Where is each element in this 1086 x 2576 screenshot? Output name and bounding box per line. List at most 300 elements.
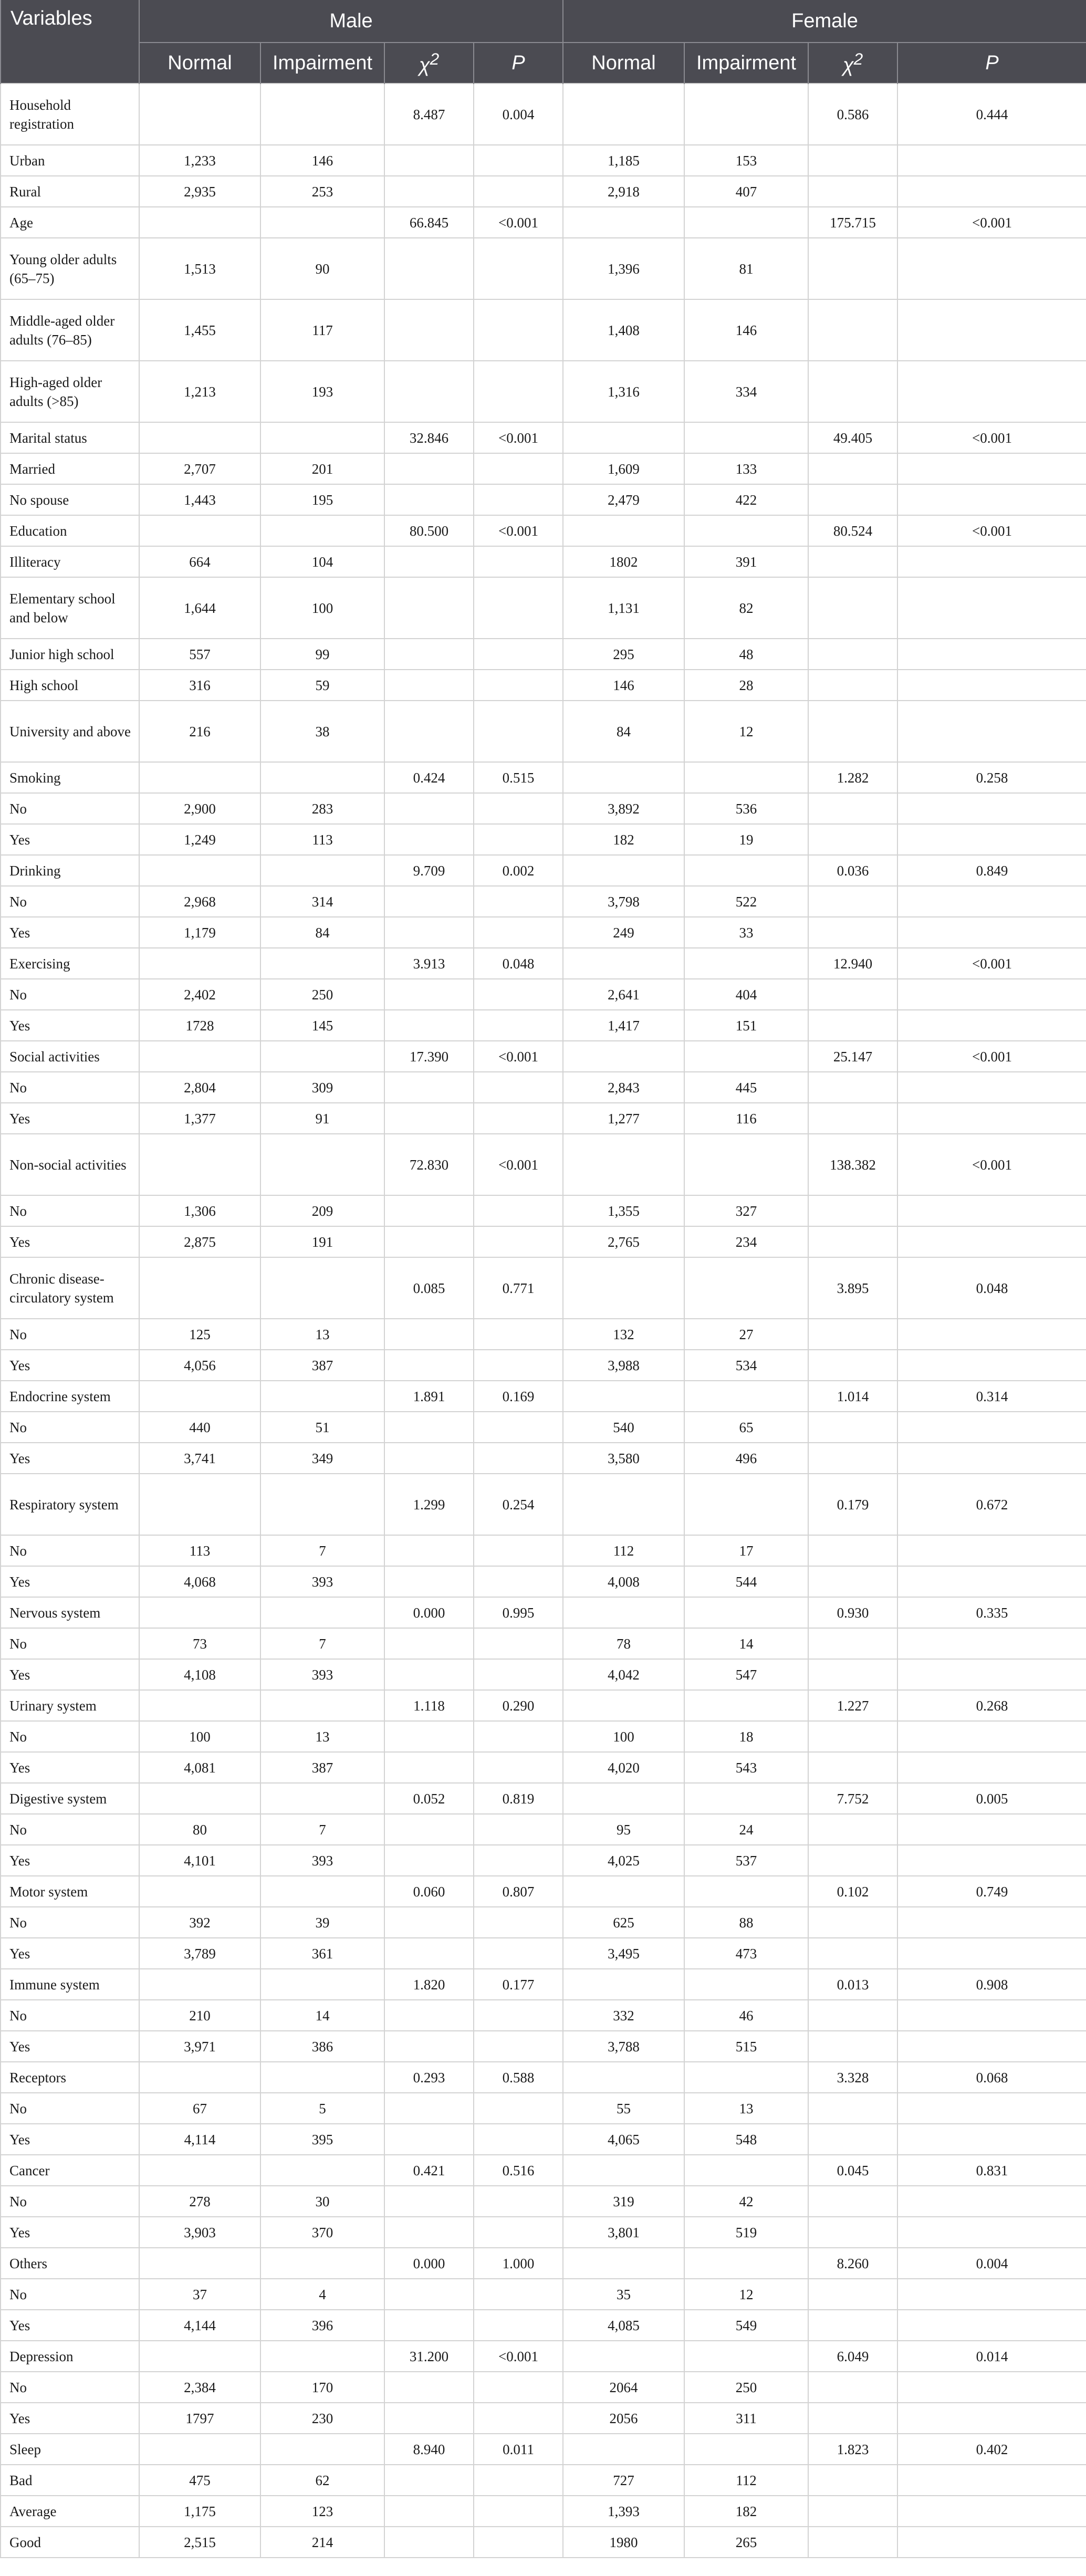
male-chi-square-cell xyxy=(384,1938,474,1969)
female-normal-cell: 1,393 xyxy=(563,2496,684,2527)
table-row xyxy=(1,948,1086,979)
row-label: Respiratory system xyxy=(1,1474,139,1535)
male-p-cell xyxy=(474,917,563,948)
female-p-cell: 0.048 xyxy=(897,1257,1086,1319)
female-chi-square-cell xyxy=(808,2124,897,2155)
male-normal-cell: 1,455 xyxy=(139,299,260,361)
female-impairment-cell: 496 xyxy=(684,1443,808,1474)
female-p-cell: 0.908 xyxy=(897,1969,1086,2000)
row-label: Non-social activities xyxy=(1,1134,139,1195)
male-impairment-cell: 396 xyxy=(260,2310,384,2341)
female-normal-cell: 1,185 xyxy=(563,145,684,176)
table-row xyxy=(1,207,1086,238)
male-impairment-cell xyxy=(260,2434,384,2465)
male-p-cell xyxy=(474,2527,563,2558)
female-normal-cell: 3,892 xyxy=(563,793,684,824)
row-label: No xyxy=(1,1535,139,1566)
male-chi-square-cell xyxy=(384,145,474,176)
male-normal-cell: 1,249 xyxy=(139,824,260,855)
row-label: No xyxy=(1,2279,139,2310)
table-row xyxy=(1,1072,1086,1103)
row-label: Smoking xyxy=(1,762,139,793)
female-impairment-cell: 88 xyxy=(684,1907,808,1938)
male-p-cell: 0.169 xyxy=(474,1381,563,1412)
male-normal-cell xyxy=(139,2155,260,2186)
male-impairment-cell xyxy=(260,1041,384,1072)
male-normal-cell: 1,306 xyxy=(139,1195,260,1226)
male-normal-cell: 2,875 xyxy=(139,1226,260,1257)
row-label: Household registration xyxy=(1,84,139,145)
female-normal-cell: 4,042 xyxy=(563,1659,684,1690)
male-impairment-cell xyxy=(260,422,384,453)
male-normal-cell xyxy=(139,1969,260,2000)
female-p-cell xyxy=(897,1072,1086,1103)
female-normal-cell xyxy=(563,948,684,979)
row-label: University and above xyxy=(1,701,139,762)
row-label: Yes xyxy=(1,2217,139,2248)
female-normal-cell: 1,355 xyxy=(563,1195,684,1226)
row-label: Sleep xyxy=(1,2434,139,2465)
table-row xyxy=(1,1226,1086,1257)
female-p-cell xyxy=(897,2465,1086,2496)
female-normal-cell: 95 xyxy=(563,1814,684,1845)
male-p-cell xyxy=(474,824,563,855)
table-row xyxy=(1,762,1086,793)
female-chi-square-cell xyxy=(808,546,897,577)
female-normal-cell xyxy=(563,1474,684,1535)
female-impairment-cell: 519 xyxy=(684,2217,808,2248)
male-impairment-cell xyxy=(260,1474,384,1535)
male-chi-square-cell: 0.293 xyxy=(384,2062,474,2093)
table-row xyxy=(1,1752,1086,1783)
male-normal-cell xyxy=(139,948,260,979)
male-normal-cell: 1,179 xyxy=(139,917,260,948)
female-p-cell xyxy=(897,886,1086,917)
male-p-cell xyxy=(474,577,563,639)
female-chi-square-cell: 0.036 xyxy=(808,855,897,886)
male-normal-cell: 2,968 xyxy=(139,886,260,917)
female-impairment-cell: 422 xyxy=(684,484,808,515)
male-impairment-cell xyxy=(260,762,384,793)
female-chi-square-cell xyxy=(808,824,897,855)
row-label: Junior high school xyxy=(1,639,139,670)
male-p-cell xyxy=(474,670,563,701)
male-chi-square-cell: 1.118 xyxy=(384,1690,474,1721)
row-label: Yes xyxy=(1,2403,139,2434)
male-normal-cell: 1,233 xyxy=(139,145,260,176)
female-normal-cell: 1,408 xyxy=(563,299,684,361)
male-normal-cell: 100 xyxy=(139,1721,260,1752)
female-impairment-cell: 404 xyxy=(684,979,808,1010)
female-chi-square-cell xyxy=(808,1752,897,1783)
female-impairment-cell xyxy=(684,948,808,979)
row-label: Nervous system xyxy=(1,1597,139,1628)
male-normal-cell xyxy=(139,84,260,145)
female-impairment-cell: 27 xyxy=(684,1319,808,1350)
row-label: Middle-aged older adults (76–85) xyxy=(1,299,139,361)
row-label: No xyxy=(1,1907,139,1938)
male-impairment-cell xyxy=(260,84,384,145)
male-chi-square-cell xyxy=(384,546,474,577)
male-p-cell: 0.048 xyxy=(474,948,563,979)
male-chi-square-cell xyxy=(384,670,474,701)
male-impairment-cell: 7 xyxy=(260,1628,384,1659)
table-row xyxy=(1,2403,1086,2434)
female-normal-cell: 2064 xyxy=(563,2372,684,2403)
male-impairment-cell: 314 xyxy=(260,886,384,917)
female-p-cell: 0.749 xyxy=(897,1876,1086,1907)
header-female-impairment: Impairment xyxy=(684,43,808,84)
male-p-cell xyxy=(474,176,563,207)
female-chi-square-cell xyxy=(808,2527,897,2558)
male-impairment-cell: 39 xyxy=(260,1907,384,1938)
female-normal-cell xyxy=(563,1041,684,1072)
table-row xyxy=(1,2186,1086,2217)
female-p-cell xyxy=(897,299,1086,361)
male-chi-square-cell xyxy=(384,176,474,207)
female-chi-square-cell: 1.823 xyxy=(808,2434,897,2465)
female-impairment-cell: 28 xyxy=(684,670,808,701)
female-normal-cell xyxy=(563,1876,684,1907)
female-impairment-cell: 65 xyxy=(684,1412,808,1443)
male-impairment-cell xyxy=(260,1876,384,1907)
male-impairment-cell: 393 xyxy=(260,1659,384,1690)
female-normal-cell xyxy=(563,1257,684,1319)
female-impairment-cell xyxy=(684,2341,808,2372)
female-chi-square-cell xyxy=(808,1628,897,1659)
male-normal-cell: 1,644 xyxy=(139,577,260,639)
female-normal-cell xyxy=(563,2434,684,2465)
table-row xyxy=(1,2434,1086,2465)
female-p-cell xyxy=(897,793,1086,824)
female-p-cell xyxy=(897,701,1086,762)
male-normal-cell: 3,741 xyxy=(139,1443,260,1474)
female-normal-cell: 2056 xyxy=(563,2403,684,2434)
male-impairment-cell: 250 xyxy=(260,979,384,1010)
table-row xyxy=(1,1103,1086,1134)
male-impairment-cell xyxy=(260,2248,384,2279)
female-impairment-cell xyxy=(684,84,808,145)
row-label: Yes xyxy=(1,1103,139,1134)
header-row-groups xyxy=(1,0,1086,43)
table-row xyxy=(1,1907,1086,1938)
male-normal-cell: 557 xyxy=(139,639,260,670)
female-p-cell xyxy=(897,546,1086,577)
female-chi-square-cell xyxy=(808,1907,897,1938)
female-impairment-cell: 544 xyxy=(684,1566,808,1597)
row-label: Urban xyxy=(1,145,139,176)
female-chi-square-cell xyxy=(808,1412,897,1443)
female-normal-cell: 78 xyxy=(563,1628,684,1659)
female-chi-square-cell xyxy=(808,2093,897,2124)
male-p-cell xyxy=(474,546,563,577)
female-normal-cell: 1,417 xyxy=(563,1010,684,1041)
male-normal-cell: 73 xyxy=(139,1628,260,1659)
male-p-cell: 0.819 xyxy=(474,1783,563,1814)
female-impairment-cell: 48 xyxy=(684,639,808,670)
male-p-cell xyxy=(474,701,563,762)
male-chi-square-cell xyxy=(384,824,474,855)
male-chi-square-cell xyxy=(384,1072,474,1103)
row-label: Yes xyxy=(1,1938,139,1969)
male-chi-square-cell xyxy=(384,1659,474,1690)
male-chi-square-cell xyxy=(384,484,474,515)
female-chi-square-cell: 0.013 xyxy=(808,1969,897,2000)
male-p-cell xyxy=(474,1535,563,1566)
female-normal-cell xyxy=(563,2062,684,2093)
female-p-cell xyxy=(897,1814,1086,1845)
male-chi-square-cell xyxy=(384,577,474,639)
female-normal-cell xyxy=(563,762,684,793)
row-label: Yes xyxy=(1,1752,139,1783)
male-impairment-cell: 370 xyxy=(260,2217,384,2248)
male-p-cell xyxy=(474,1721,563,1752)
female-impairment-cell: 24 xyxy=(684,1814,808,1845)
table-row xyxy=(1,1659,1086,1690)
table-row xyxy=(1,1195,1086,1226)
female-chi-square-cell xyxy=(808,1350,897,1381)
male-chi-square-cell xyxy=(384,886,474,917)
female-normal-cell: 112 xyxy=(563,1535,684,1566)
male-chi-square-cell: 80.500 xyxy=(384,515,474,546)
male-chi-square-cell xyxy=(384,238,474,299)
male-impairment-cell xyxy=(260,1783,384,1814)
female-chi-square-cell xyxy=(808,1319,897,1350)
female-chi-square-cell: 25.147 xyxy=(808,1041,897,1072)
female-impairment-cell xyxy=(684,1597,808,1628)
male-normal-cell: 2,804 xyxy=(139,1072,260,1103)
female-p-cell xyxy=(897,145,1086,176)
male-chi-square-cell: 1.820 xyxy=(384,1969,474,2000)
female-chi-square-cell xyxy=(808,2000,897,2031)
male-p-cell xyxy=(474,2279,563,2310)
male-normal-cell xyxy=(139,1041,260,1072)
header-female-normal: Normal xyxy=(563,43,684,84)
male-p-cell: 0.807 xyxy=(474,1876,563,1907)
row-label: No xyxy=(1,1721,139,1752)
male-chi-square-cell xyxy=(384,2279,474,2310)
male-chi-square-cell xyxy=(384,979,474,1010)
male-chi-square-cell: 1.891 xyxy=(384,1381,474,1412)
row-label: No xyxy=(1,1814,139,1845)
male-normal-cell xyxy=(139,1134,260,1195)
female-chi-square-cell xyxy=(808,453,897,484)
row-label: No xyxy=(1,2093,139,2124)
row-label: Yes xyxy=(1,1659,139,1690)
male-p-cell xyxy=(474,1319,563,1350)
female-p-cell xyxy=(897,2217,1086,2248)
male-impairment-cell: 5 xyxy=(260,2093,384,2124)
male-impairment-cell: 7 xyxy=(260,1814,384,1845)
male-normal-cell xyxy=(139,2248,260,2279)
female-chi-square-cell xyxy=(808,2310,897,2341)
female-impairment-cell: 445 xyxy=(684,1072,808,1103)
female-p-cell: <0.001 xyxy=(897,207,1086,238)
female-normal-cell: 1,316 xyxy=(563,361,684,422)
male-chi-square-cell xyxy=(384,1350,474,1381)
female-p-cell xyxy=(897,917,1086,948)
male-p-cell: 0.011 xyxy=(474,2434,563,2465)
male-normal-cell xyxy=(139,855,260,886)
table-row xyxy=(1,793,1086,824)
female-chi-square-cell xyxy=(808,639,897,670)
male-chi-square-cell: 0.000 xyxy=(384,1597,474,1628)
header-female: Female xyxy=(563,0,1086,43)
male-impairment-cell: 201 xyxy=(260,453,384,484)
male-chi-square-cell xyxy=(384,1845,474,1876)
male-chi-square-cell: 0.424 xyxy=(384,762,474,793)
female-impairment-cell: 112 xyxy=(684,2465,808,2496)
female-normal-cell xyxy=(563,855,684,886)
female-chi-square-cell: 3.328 xyxy=(808,2062,897,2093)
male-p-cell xyxy=(474,299,563,361)
male-chi-square-cell: 66.845 xyxy=(384,207,474,238)
female-chi-square-cell xyxy=(808,1072,897,1103)
row-label: Yes xyxy=(1,1350,139,1381)
male-p-cell: 0.002 xyxy=(474,855,563,886)
female-normal-cell: 3,988 xyxy=(563,1350,684,1381)
female-chi-square-cell xyxy=(808,793,897,824)
male-normal-cell: 316 xyxy=(139,670,260,701)
male-normal-cell xyxy=(139,1783,260,1814)
female-normal-cell: 332 xyxy=(563,2000,684,2031)
female-normal-cell: 84 xyxy=(563,701,684,762)
male-impairment-cell xyxy=(260,1597,384,1628)
chi-symbol: χ xyxy=(842,54,854,77)
female-impairment-cell: 473 xyxy=(684,1938,808,1969)
male-p-cell xyxy=(474,639,563,670)
male-normal-cell: 1797 xyxy=(139,2403,260,2434)
table-row xyxy=(1,453,1086,484)
female-p-cell: 0.004 xyxy=(897,2248,1086,2279)
female-impairment-cell xyxy=(684,1381,808,1412)
male-chi-square-cell xyxy=(384,1628,474,1659)
male-impairment-cell: 113 xyxy=(260,824,384,855)
male-p-cell xyxy=(474,1845,563,1876)
female-normal-cell: 319 xyxy=(563,2186,684,2217)
male-chi-square-cell: 0.060 xyxy=(384,1876,474,1907)
female-chi-square-cell xyxy=(808,1443,897,1474)
female-p-cell xyxy=(897,1103,1086,1134)
male-normal-cell: 278 xyxy=(139,2186,260,2217)
row-label: No xyxy=(1,1195,139,1226)
male-normal-cell: 2,384 xyxy=(139,2372,260,2403)
table-row xyxy=(1,670,1086,701)
male-impairment-cell: 214 xyxy=(260,2527,384,2558)
female-chi-square-cell: 6.049 xyxy=(808,2341,897,2372)
row-label: Marital status xyxy=(1,422,139,453)
female-normal-cell: 132 xyxy=(563,1319,684,1350)
male-p-cell xyxy=(474,1195,563,1226)
table-row xyxy=(1,422,1086,453)
row-label: No xyxy=(1,2000,139,2031)
female-impairment-cell: 548 xyxy=(684,2124,808,2155)
row-label: Yes xyxy=(1,1226,139,1257)
table-row xyxy=(1,886,1086,917)
female-impairment-cell xyxy=(684,762,808,793)
male-chi-square-cell xyxy=(384,2527,474,2558)
female-impairment-cell: 151 xyxy=(684,1010,808,1041)
male-impairment-cell: 393 xyxy=(260,1845,384,1876)
male-p-cell xyxy=(474,453,563,484)
female-normal-cell xyxy=(563,1381,684,1412)
male-chi-square-cell xyxy=(384,2031,474,2062)
male-normal-cell: 67 xyxy=(139,2093,260,2124)
male-chi-square-cell xyxy=(384,2217,474,2248)
row-label: Social activities xyxy=(1,1041,139,1072)
row-label: Cancer xyxy=(1,2155,139,2186)
female-impairment-cell xyxy=(684,2062,808,2093)
male-impairment-cell: 4 xyxy=(260,2279,384,2310)
male-impairment-cell: 13 xyxy=(260,1721,384,1752)
female-p-cell xyxy=(897,1443,1086,1474)
table-row xyxy=(1,1010,1086,1041)
row-label: Yes xyxy=(1,1443,139,1474)
row-label: Young older adults (65–75) xyxy=(1,238,139,299)
header-row-columns xyxy=(1,43,1086,84)
male-p-cell xyxy=(474,1659,563,1690)
row-label: No xyxy=(1,886,139,917)
male-normal-cell: 475 xyxy=(139,2465,260,2496)
female-p-cell: 0.268 xyxy=(897,1690,1086,1721)
female-p-cell: 0.831 xyxy=(897,2155,1086,2186)
female-impairment-cell xyxy=(684,1783,808,1814)
male-normal-cell: 80 xyxy=(139,1814,260,1845)
female-normal-cell: 1802 xyxy=(563,546,684,577)
male-normal-cell: 392 xyxy=(139,1907,260,1938)
female-impairment-cell: 327 xyxy=(684,1195,808,1226)
female-chi-square-cell: 0.930 xyxy=(808,1597,897,1628)
row-label: No xyxy=(1,793,139,824)
female-normal-cell: 1,609 xyxy=(563,453,684,484)
row-label: Exercising xyxy=(1,948,139,979)
table-row xyxy=(1,1721,1086,1752)
row-label: Bad xyxy=(1,2465,139,2496)
row-label: Yes xyxy=(1,1845,139,1876)
male-chi-square-cell xyxy=(384,639,474,670)
female-p-cell xyxy=(897,1319,1086,1350)
female-impairment-cell xyxy=(684,1474,808,1535)
male-normal-cell xyxy=(139,1597,260,1628)
male-impairment-cell: 38 xyxy=(260,701,384,762)
female-p-cell: <0.001 xyxy=(897,1041,1086,1072)
male-chi-square-cell: 17.390 xyxy=(384,1041,474,1072)
male-p-cell xyxy=(474,2496,563,2527)
male-chi-square-cell xyxy=(384,2310,474,2341)
female-impairment-cell xyxy=(684,1969,808,2000)
male-normal-cell: 4,114 xyxy=(139,2124,260,2155)
male-impairment-cell: 146 xyxy=(260,145,384,176)
row-label: Yes xyxy=(1,1010,139,1041)
female-normal-cell: 727 xyxy=(563,2465,684,2496)
male-impairment-cell: 253 xyxy=(260,176,384,207)
female-chi-square-cell xyxy=(808,1195,897,1226)
female-impairment-cell xyxy=(684,422,808,453)
female-normal-cell: 2,918 xyxy=(563,176,684,207)
male-p-cell xyxy=(474,2124,563,2155)
female-impairment-cell xyxy=(684,1041,808,1072)
row-label: Receptors xyxy=(1,2062,139,2093)
female-impairment-cell: 547 xyxy=(684,1659,808,1690)
male-normal-cell xyxy=(139,1381,260,1412)
male-chi-square-cell xyxy=(384,1721,474,1752)
table-row xyxy=(1,2496,1086,2527)
male-normal-cell: 440 xyxy=(139,1412,260,1443)
male-normal-cell: 1,175 xyxy=(139,2496,260,2527)
female-p-cell xyxy=(897,2372,1086,2403)
female-p-cell: 0.258 xyxy=(897,762,1086,793)
male-p-cell xyxy=(474,1566,563,1597)
